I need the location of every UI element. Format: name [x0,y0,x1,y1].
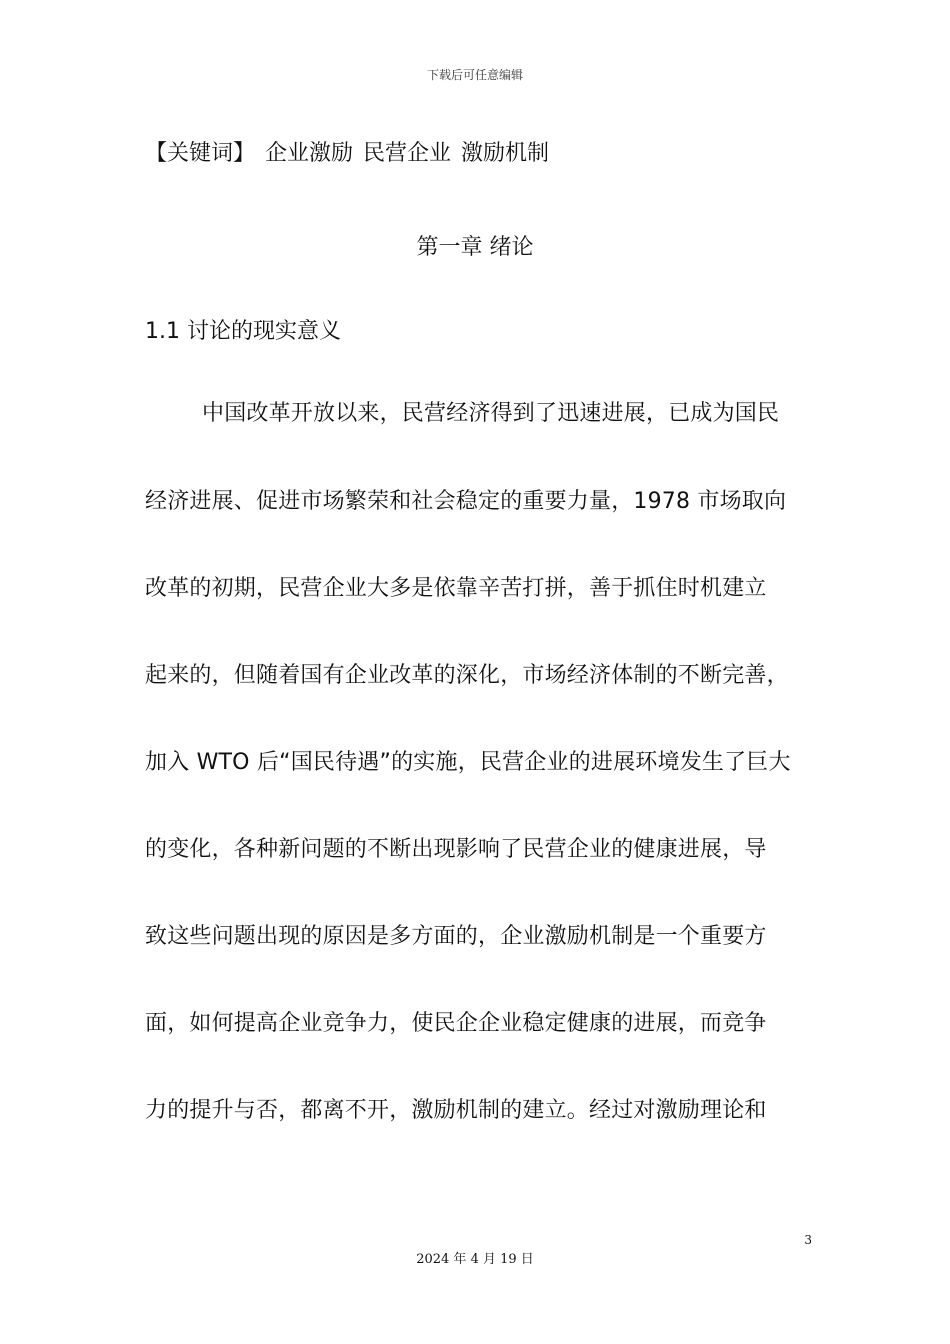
header-note: 下载后可任意编辑 [426,68,523,82]
keyword-term: 民营企业 [363,141,452,166]
keywords-line [145,136,549,167]
paragraph-line: 力的提升与否，都离不开，激励机制的建立。经过对激励理论和 [145,1098,767,1123]
paragraph-line: 改革的初期，民营企业大多是依靠辛苦打拼，善于抓住时机建立 [145,576,767,601]
chapter-title: 第一章 绪论 [416,235,534,260]
page-number: 3 [804,1233,812,1247]
footer-date: 2024 年 4 月 19 日 [416,1252,534,1267]
keywords-label: 【关键词】 [145,141,256,166]
paragraph-line: 经济进展、促进市场繁荣和社会稳定的重要力量，1978 市场取向 [145,489,787,514]
paragraph-line: 的变化，各种新问题的不断出现影响了民营企业的健康进展，导 [145,837,767,862]
paragraph-line: 加入 WTO 后“国民待遇”的实施，民营企业的进展环境发生了巨大 [145,750,791,775]
paragraph-line: 面，如何提高企业竞争力，使民企企业稳定健康的进展，而竞争 [145,1011,767,1036]
keyword-term: 企业激励 [265,141,354,166]
keyword-term: 激励机制 [461,141,550,166]
paragraph-line: 中国改革开放以来，民营经济得到了迅速进展，已成为国民 [202,401,780,426]
paragraph-line: 致这些问题出现的原因是多方面的，企业激励机制是一个重要方 [145,924,767,949]
section-heading: 1.1 讨论的现实意义 [145,319,341,344]
paragraph-line: 起来的，但随着国有企业改革的深化，市场经济体制的不断完善， [145,663,789,688]
